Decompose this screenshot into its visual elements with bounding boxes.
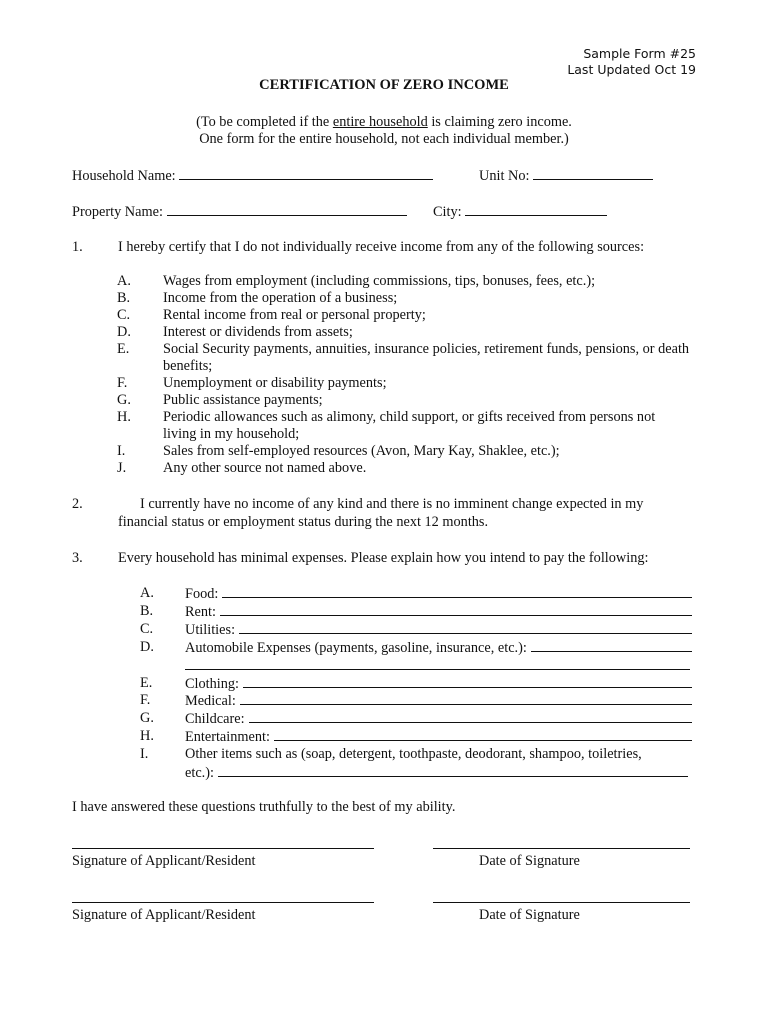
income-source-letter: B. (117, 290, 131, 306)
expense-label: Medical: (185, 693, 236, 709)
section-3-text: Every household has minimal expenses. Please explain how you intend to pay the following: (118, 550, 649, 566)
income-source-letter: G. (117, 392, 131, 408)
income-source-letter: D. (117, 324, 131, 340)
applicant-signature-label: Signature of Applicant/Resident (72, 907, 256, 923)
expense-item[interactable] (185, 639, 692, 657)
household-name-field[interactable] (72, 167, 433, 185)
income-source-letter: I. (117, 443, 126, 459)
last-updated: Last Updated Oct 19 (567, 62, 696, 77)
income-source-text: Periodic allowances such as alimony, child support, or gifts received from persons not (163, 409, 656, 425)
expense-item[interactable] (185, 710, 692, 728)
intro-text: (To be completed if the (196, 114, 333, 130)
expense-letter: E. (140, 675, 153, 691)
income-source-text: benefits; (163, 358, 213, 374)
expense-label: Other items such as (soap, detergent, toothpaste, deodorant, shampoo, toiletries, (185, 746, 642, 762)
intro-line-2: One form for the entire household, not each individual member.) (199, 131, 569, 147)
income-source-text: Any other source not named above. (163, 460, 367, 476)
income-source-letter: C. (117, 307, 131, 323)
expense-item[interactable] (185, 692, 692, 710)
income-source-letter: A. (117, 273, 131, 289)
city-line[interactable] (465, 203, 607, 216)
income-source-text: Wages from employment (including commissions, tips, bonuses, fees, etc.); (163, 273, 596, 289)
expense-label: Entertainment: (185, 729, 270, 745)
income-source-text: Income from the operation of a business; (163, 290, 398, 306)
unit-no-label: Unit No: (479, 168, 530, 184)
intro-emphasis: entire household (332, 114, 428, 130)
date-signature-label: Date of Signature (479, 907, 580, 923)
expense-letter: H. (140, 728, 154, 744)
expense-letter: D. (140, 639, 154, 655)
income-source-text: living in my household; (163, 426, 300, 442)
section-2-line-2: financial status or employment status during the next 12 months. (118, 514, 489, 530)
household-name-line[interactable] (179, 167, 433, 180)
expense-label: Childcare: (185, 711, 245, 727)
answer-line[interactable] (274, 728, 692, 741)
expense-letter: B. (140, 603, 154, 619)
expense-label: etc.): (185, 765, 214, 781)
expense-letter: C. (140, 621, 154, 637)
form-title: CERTIFICATION OF ZERO INCOME (259, 77, 509, 93)
income-source-text: Rental income from real or personal property; (163, 307, 426, 323)
applicant-signature-line[interactable] (72, 848, 374, 849)
expense-label: Utilities: (185, 622, 236, 638)
closing-statement: I have answered these questions truthfully to the best of my ability. (72, 799, 456, 815)
expense-item[interactable] (185, 585, 692, 603)
property-name-label: Property Name: (72, 204, 163, 220)
answer-line[interactable] (218, 764, 688, 777)
section-2-number: 2. (72, 496, 83, 512)
income-source-text: Unemployment or disability payments; (163, 375, 387, 391)
city-label: City: (433, 204, 462, 220)
income-source-text: Sales from self-employed resources (Avon, Mary Kay, Shaklee, etc.); (163, 443, 560, 459)
expense-item[interactable] (185, 621, 692, 639)
answer-line[interactable] (222, 585, 692, 598)
income-source-text: Interest or dividends from assets; (163, 324, 353, 340)
date-signature-line[interactable] (433, 902, 690, 903)
property-name-field[interactable] (72, 203, 407, 221)
expense-label: Food: (185, 586, 219, 602)
expense-label: Rent: (185, 604, 216, 620)
expense-letter: F. (140, 692, 151, 708)
answer-line[interactable] (243, 675, 692, 688)
section-2-line-1: I currently have no income of any kind and there is no imminent change expected in my (140, 496, 644, 512)
form-number: Sample Form #25 (583, 46, 696, 61)
income-source-letter: F. (117, 375, 128, 391)
expense-letter: G. (140, 710, 154, 726)
expense-item[interactable] (185, 728, 692, 746)
answer-line[interactable] (240, 692, 692, 705)
income-source-text: Public assistance payments; (163, 392, 323, 408)
household-name-label: Household Name: (72, 168, 176, 184)
expense-item[interactable] (185, 603, 692, 621)
answer-line[interactable] (239, 621, 692, 634)
intro-text: is claiming zero income. (427, 114, 572, 130)
income-source-text: Social Security payments, annuities, insurance policies, retirement funds, pensions, or death (163, 341, 690, 357)
unit-no-line[interactable] (533, 167, 653, 180)
property-name-line[interactable] (167, 203, 407, 216)
date-signature-label: Date of Signature (479, 853, 580, 869)
applicant-signature-label: Signature of Applicant/Resident (72, 853, 256, 869)
expense-letter: I. (140, 746, 149, 762)
applicant-signature-line[interactable] (72, 902, 374, 903)
section-3-number: 3. (72, 550, 83, 566)
income-source-letter: J. (117, 460, 127, 476)
section-1-number: 1. (72, 239, 83, 255)
expense-item[interactable] (185, 746, 642, 763)
section-1-text: I hereby certify that I do not individually receive income from any of the following sources: (118, 239, 645, 255)
expense-continuation-line[interactable] (185, 764, 688, 782)
income-source-letter: E. (117, 341, 130, 357)
expense-item[interactable] (185, 675, 692, 693)
answer-line[interactable] (249, 710, 692, 723)
answer-line[interactable] (185, 657, 690, 670)
expense-label: Automobile Expenses (payments, gasoline, insurance, etc.): (185, 640, 527, 656)
expense-letter: A. (140, 585, 154, 601)
expense-continuation-line[interactable] (185, 657, 690, 675)
unit-no-field[interactable] (479, 167, 653, 185)
income-source-letter: H. (117, 409, 131, 425)
date-signature-line[interactable] (433, 848, 690, 849)
answer-line[interactable] (220, 603, 692, 616)
answer-line[interactable] (531, 639, 692, 652)
intro-line-1 (0, 114, 768, 131)
city-field[interactable] (433, 203, 607, 221)
expense-label: Clothing: (185, 676, 240, 692)
